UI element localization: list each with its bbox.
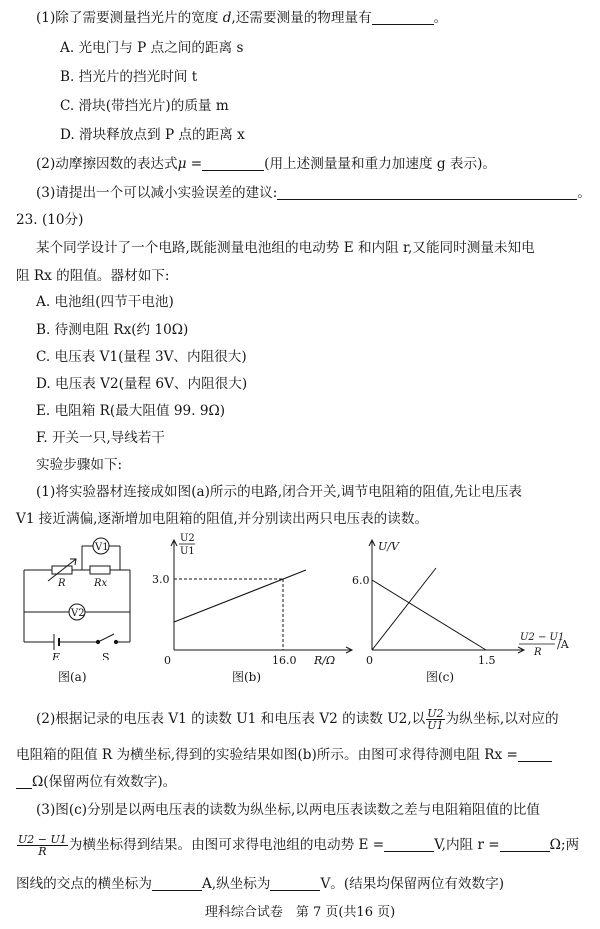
q22-option-b: B. 挡光片的挡光时间 t (60, 69, 198, 85)
equipment-item: F. 开关一只,导线若干 (36, 430, 166, 446)
q23-header: 23. (10分) (16, 212, 84, 228)
x-axis-den: R (534, 647, 542, 658)
figure-b-graph (152, 530, 360, 670)
figure-b-caption: 图(b) (232, 670, 262, 684)
q22-option-a: A. 光电门与 P 点之间的距离 s (60, 40, 244, 56)
v1-label: V1 (95, 542, 109, 553)
diff-over-r-fraction: $\frac{U2 - U1}{R}$ (18, 833, 67, 858)
figure-a-circuit (18, 530, 148, 660)
x-axis-label: R/Ω (314, 654, 336, 667)
r-label: R (58, 578, 66, 589)
y-tick-label: 3.0 (152, 573, 170, 586)
step1-line1: (1)将实验器材连接成如图(a)所示的电路,闭合开关,调节电阻箱的阻值,先让电压表 (36, 484, 522, 500)
v2-label: V2 (71, 608, 85, 619)
step2-line3: Ω(保留两位有效数字)。 (16, 772, 176, 792)
rx-label: Rx (94, 578, 108, 589)
x-axis-unit: /A (557, 638, 569, 651)
equipment-item: A. 电池组(四节干电池) (36, 294, 174, 310)
figure-c-graph (352, 530, 592, 670)
step3-line3: 图线的交点的横坐标为 A,纵坐标为 V。(结果均保留两位有效数字) (16, 876, 505, 892)
answer-blank (384, 837, 434, 852)
y-axis-den: U1 (180, 546, 195, 557)
data-line (174, 570, 306, 622)
q22-part1: (1)除了需要测量挡光片的宽度 d,还需要测量的物理量有 。 (36, 10, 448, 26)
s-label: S (102, 651, 110, 660)
q23-intro-line1: 某个同学设计了一个电路,既能测量电池组的电动势 E 和内阻 r,又能同时测量未知电 (36, 240, 535, 256)
answer-blank (152, 876, 202, 891)
v2-line (372, 580, 486, 650)
step3-line2: $\frac{U2 - U1}{R}$ 为横坐标得到结果。由图可求得电池组的电动势 E = V,内阻 r = Ω;两 (18, 833, 580, 858)
q22-part3: (3)请提出一个可以减小实验误差的建议: 。 (36, 185, 591, 201)
v1-line (372, 568, 436, 650)
origin-label: 0 (366, 654, 373, 667)
y-axis-label: U/V (378, 540, 399, 553)
x-tick-label: 1.5 (478, 654, 496, 667)
equipment-item: B. 待测电阻 Rx(约 10Ω) (36, 322, 189, 338)
equipment-item: E. 电阻箱 R(最大阻值 99. 9Ω) (36, 403, 226, 419)
answer-blank (202, 156, 264, 171)
page-footer: 理科综合试卷 第 7 页(共16 页) (204, 905, 396, 920)
origin-label: 0 (164, 654, 171, 667)
answer-blank (16, 774, 32, 789)
q22-part2: (2)动摩擦因数的表达式μ = (用上述测量量和重力加速度 g 表示)。 (36, 156, 497, 172)
equipment-item: C. 电压表 V1(量程 3V、内阻很大) (36, 349, 247, 365)
q23-intro-line2: 阻 Rx 的阻值。器材如下: (16, 268, 170, 284)
figure-a-caption: 图(a) (58, 670, 87, 684)
figure-c-caption: 图(c) (426, 670, 455, 684)
x-tick-label: 16.0 (272, 654, 297, 667)
u2-over-u1-fraction: $\frac{U2}{U1}$ (427, 707, 444, 732)
q22-option-c: C. 滑块(带挡光片)的质量 m (60, 98, 229, 114)
x-axis-num: U2 − U1 (520, 632, 565, 643)
equipment-item: D. 电压表 V2(量程 6V、内阻很大) (36, 376, 248, 392)
y-axis-num: U2 (180, 533, 195, 544)
answer-blank (518, 747, 552, 762)
step2-line2: 电阻箱的阻值 R 为横坐标,得到的实验结果如图(b)所示。由图可求得待测电阻 Rx = (16, 745, 552, 765)
answer-blank (372, 10, 434, 25)
answer-blank (500, 837, 550, 852)
steps-title: 实验步骤如下: (36, 457, 123, 473)
step3-line1: (3)图(c)分别是以两电压表的读数为纵坐标,以两电压表读数之差与电阻箱阻值的比值 (36, 802, 540, 818)
e-label: E (52, 651, 61, 660)
step2-line1: (2)根据记录的电压表 V1 的读数 U1 和电压表 V2 的读数 U2,以 $\frac{U2}{U1}$ 为纵坐标,以对应的 (36, 707, 559, 732)
y-tick-label: 6.0 (352, 574, 370, 587)
q22-option-d: D. 滑块释放点到 P 点的距离 x (60, 127, 245, 143)
answer-blank (270, 876, 320, 891)
step1-line2: V1 接近满偏,逐渐增加电阻箱的阻值,并分别读出两只电压表的读数。 (16, 511, 429, 527)
answer-blank (277, 185, 577, 200)
